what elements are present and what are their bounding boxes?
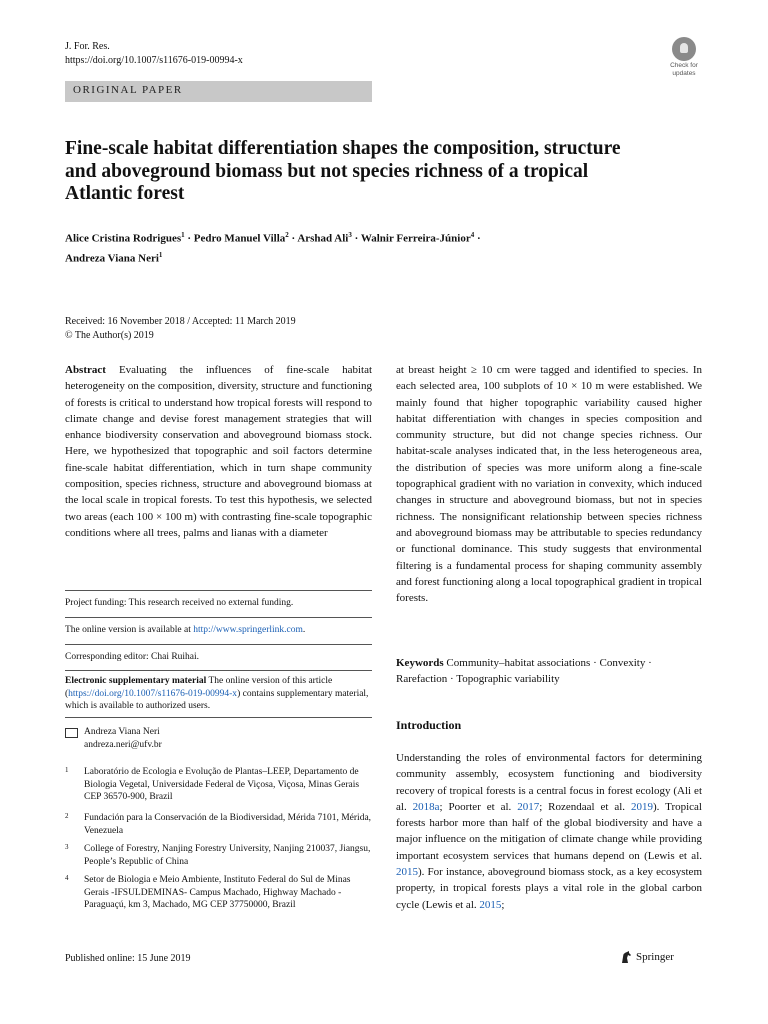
footnote-divider: [65, 717, 372, 718]
affiliation-number: 2: [65, 812, 69, 820]
affiliation-item: [65, 766, 372, 804]
author-name[interactable]: Andreza Viana Neri: [65, 252, 159, 265]
intro-text: ). For instance, aboveground biomass stock, as a key ecosystem property, in tropical forests plays a vital role in the global carbon cycle (Lewis et al.: [396, 866, 702, 911]
author-separator: ·: [184, 232, 194, 245]
article-type-banner: [65, 81, 372, 102]
abstract-paragraph: [65, 362, 372, 541]
affiliation-text: College of Forestry, Nanjing Forestry University, Nanjing 210037, Jiangsu, People’s Republic of China: [84, 844, 371, 867]
citation-link[interactable]: 2017: [517, 800, 540, 813]
footnote-divider: [65, 590, 372, 591]
contact-email[interactable]: andreza.neri@ufv.br: [84, 739, 162, 750]
author-separator: ·: [288, 232, 298, 245]
check-for-updates-badge[interactable]: [666, 37, 702, 77]
esm-text-end: ) contains supplementary material, which is available to authorized users.: [65, 688, 369, 711]
author-name[interactable]: Alice Cristina Rodrigues: [65, 232, 182, 245]
author-separator: ·: [351, 232, 361, 245]
intro-text: ; Rozendaal et al.: [539, 800, 631, 813]
affiliation-text: Laboratório de Ecologia e Evolução de Plantas–LEEP, Departamento de Biologia Vegetal, Universidade Federal de Viçosa, Viçosa, Minas Gerais CEP 36570-900, Brazil: [84, 767, 360, 802]
author-affiliation-number: 4: [470, 231, 475, 239]
online-version-note: [65, 624, 372, 637]
journal-name: J. For. Res.: [65, 41, 110, 52]
check-for-updates-icon: [672, 37, 696, 61]
article-type-label: ORIGINAL PAPER: [73, 84, 183, 96]
publisher-logo[interactable]: [620, 950, 674, 964]
journal-header: [65, 40, 243, 68]
affiliation-item: [65, 874, 372, 912]
keywords-block: [396, 655, 702, 688]
citation-link[interactable]: 2015: [479, 898, 502, 911]
article-dates: [65, 315, 296, 343]
publisher-name: Springer: [636, 951, 674, 963]
intro-text: ). Tropical forests harbor more than half of the global biodiversity and have a major influence on the mitigation of climate change while providing important ecosystem services that humans depend on (Lewis et al.: [396, 800, 702, 862]
paper-title: Fine-scale habitat differentiation shapes the composition, structure and aboveground biomass but not species richness of a tropical Atlantic forest: [65, 138, 621, 204]
badge-line1: Check for: [670, 62, 698, 69]
citation-link[interactable]: 2018a: [412, 800, 440, 813]
badge-line2: updates: [672, 70, 696, 77]
supplementary-material-note: [65, 675, 372, 713]
esm-doi-link[interactable]: https://doi.org/10.1007/s11676-019-00994-x: [68, 688, 238, 699]
footnote-divider: [65, 670, 372, 671]
correspondence-block: [65, 726, 372, 751]
author-list: [65, 227, 625, 266]
published-online-date: Published online: 15 June 2019: [65, 953, 191, 964]
section-heading-introduction: Introduction: [396, 718, 462, 732]
abstract-label: Abstract: [65, 364, 106, 376]
footnote-divider: [65, 617, 372, 618]
author-affiliation-number: 2: [285, 231, 289, 239]
keywords-label: Keywords: [396, 657, 444, 669]
online-version-suffix: .: [302, 625, 306, 635]
author-separator: ·: [474, 232, 481, 245]
author-name[interactable]: Arshad Ali: [297, 232, 349, 245]
intro-text: Understanding the roles of environmental factors for determining community assembly, ecosystem functioning and biodiversity recovery of tropical forests is a central focus in forest ecology (Ali et al.: [396, 752, 702, 813]
esm-text-start: The online version of this article (: [65, 676, 333, 699]
affiliation-number: 1: [65, 766, 69, 774]
intro-text: ;: [501, 898, 505, 911]
springer-horse-icon: [620, 950, 632, 964]
affiliation-text: Setor de Biologia e Meio Ambiente, Instituto Federal do Sul de Minas Gerais -IFSULDEMINAS- Campus Machado, Highway Machado - Paraguaçú, km 3, Machado, MG CEP 37750000, Brazil: [84, 875, 351, 910]
citation-link[interactable]: 2019: [630, 800, 653, 813]
corresponding-editor-note: Corresponding editor: Chai Ruihai.: [65, 652, 200, 662]
esm-label: Electronic supplementary material: [65, 676, 207, 686]
author-name[interactable]: Pedro Manuel Villa: [193, 232, 286, 245]
affiliation-item: [65, 843, 372, 868]
author-affiliation-number: 1: [158, 250, 163, 259]
affiliation-item: [65, 812, 372, 837]
footnote-divider: [65, 644, 372, 645]
abstract-continued: at breast height ≥ 10 cm were tagged and identified to species. In each selected area, 100 subplots of 10 × 10 m were established. We mainly found that higher topographic variability caused higher habitat differentiation with changes in species composition and community structure, but did not change species richness. Our habitat-scale analyses indicated that, in the less heterogeneous area, the distribution of species was more uniform along a fine-scale topographical gradient with no variation in convexity, which induced changes in structure and aboveground biomass, but not in species richness. The nonsignificant relationship between species richness and aboveground biomass may be attributable to species redundancy or functional dominance. This study suggests that environmental filtering is a fundamental process for shaping community assembly and forest functioning along a local topographical gradient in tropical forests.: [396, 364, 702, 605]
introduction-paragraph: [396, 750, 702, 913]
abstract-text: Evaluating the influences of fine-scale habitat heterogeneity on the composition, diversity, structure and functioning of forests is critical to understand how tropical forests will respond to climate change and devise forest management strategies that will enhance biodiversity conservation and aboveground biomass stock. Here, we hypothesized that topographic and soil factors determine fine-scale habitat differentiation, which in turn shape community composition, species richness, structure and aboveground biomass at the local scale in tropical forests. To test this hypothesis, we selected two areas (each 100 × 100 m) with contrasting fine-scale topographic conditions where all trees, palms and lianas with a diameter: [65, 364, 373, 539]
author-affiliation-number: 1: [181, 231, 185, 239]
journal-doi[interactable]: https://doi.org/10.1007/s11676-019-00994-x: [65, 55, 243, 66]
affiliation-number: 4: [65, 874, 69, 882]
online-version-prefix: The online version is available at: [65, 625, 194, 635]
author-name[interactable]: Walnir Ferreira-Júnior: [360, 232, 471, 245]
citation-link[interactable]: 2015: [396, 866, 418, 879]
intro-text: ; Poorter et al.: [439, 800, 518, 813]
keywords-text: Community–habitat associations · Convexity · Rarefaction · Topographic variability: [396, 657, 652, 686]
envelope-icon: [65, 728, 78, 738]
received-accepted-dates: Received: 16 November 2018 / Accepted: 11 March 2019: [65, 316, 296, 327]
springerlink-link[interactable]: http://www.springerlink.com: [193, 625, 303, 635]
funding-note: Project funding: This research received no external funding.: [65, 598, 294, 608]
copyright-notice: © The Author(s) 2019: [65, 330, 154, 341]
affiliation-number: 3: [65, 843, 69, 851]
contact-name: Andreza Viana Neri: [84, 727, 160, 737]
affiliation-text: Fundación para la Conservación de la Biodiversidad, Mérida 7101, Mérida, Venezuela: [84, 813, 372, 836]
author-affiliation-number: 3: [348, 231, 352, 239]
